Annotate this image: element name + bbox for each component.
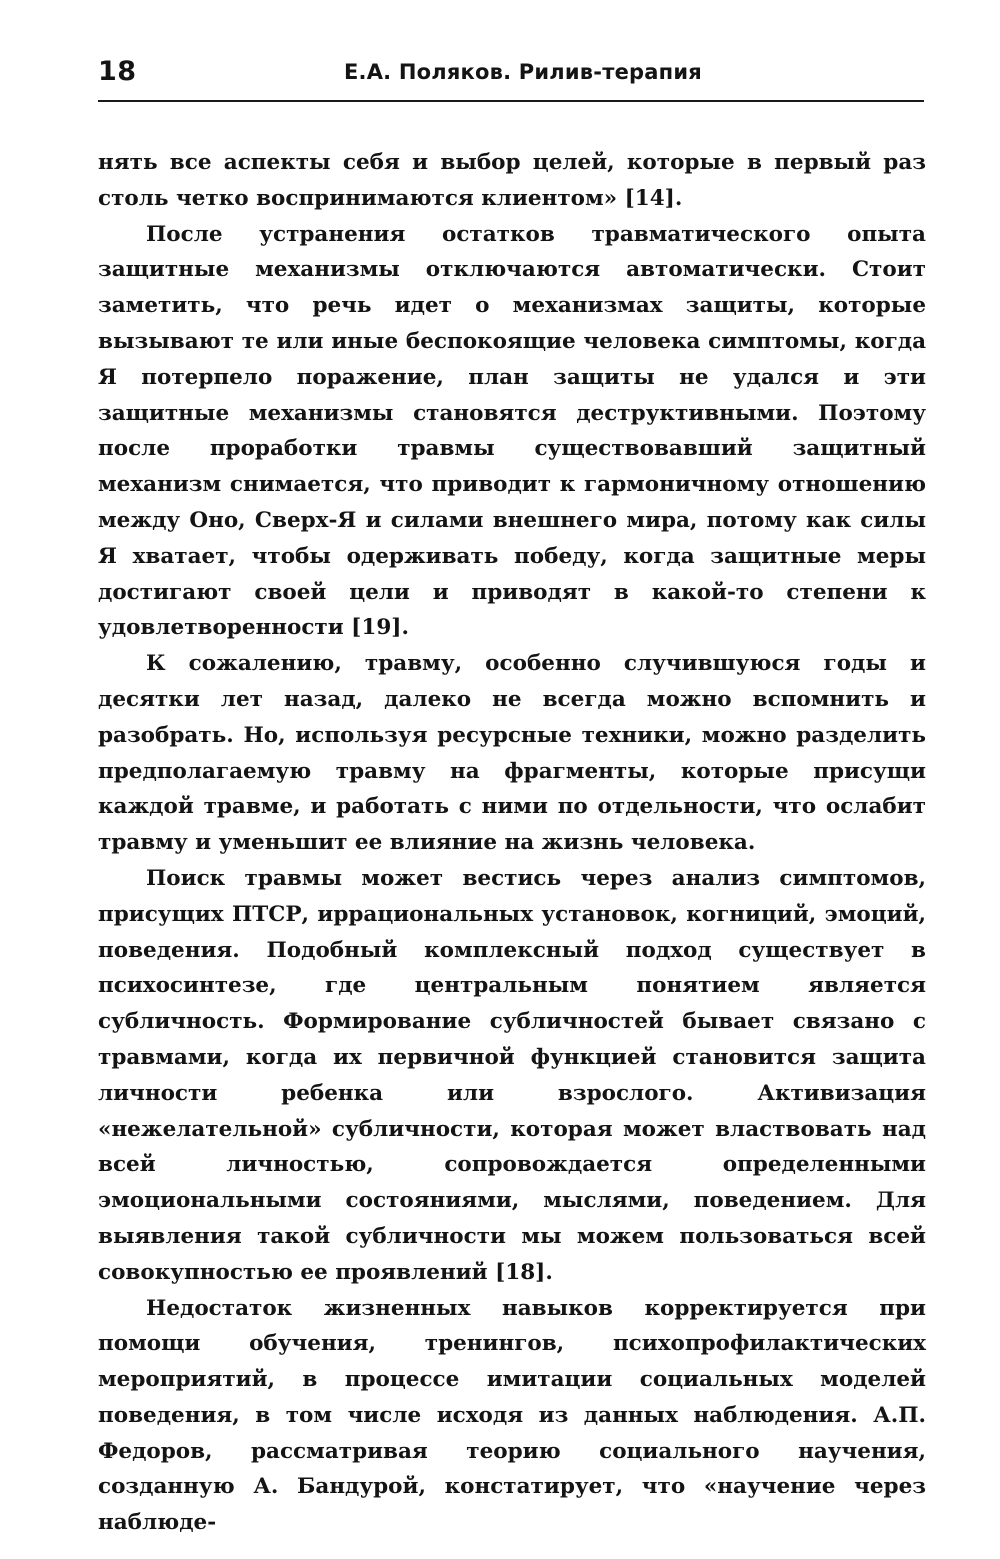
paragraph-continuation: нять все аспекты себя и выбор целей, которые в первый раз столь четко воспринимаются клиентом» [14]. <box>98 150 926 211</box>
paragraph-subpersonality: Поиск травмы может вестись через анализ симптомов, присущих ПТСР, иррациональных установок, когниций, эмоций, поведения. Подобный комплексный подход существует в психосинтезе, где центральным понятием является субличность. Формирование субличностей бывает связано с травмами, когда их первичной функцией становится защита личности ребенка или взрослого. Активизация «нежелательной» субличности, которая может властвовать над всей личностью, сопровождается определенными эмоциональными состояниями, мыслями, поведением. Для выявления такой субличности мы можем пользоваться всей совокупностью ее проявлений [18]. <box>98 865 926 1285</box>
paragraph-life-skills: Недостаток жизненных навыков корректируется при помощи обучения, тренингов, психопрофилактических мероприятий, в процессе имитации социальных моделей поведения, в том числе исходя из данных наблюдения. А.П. Федоров, рассматривая теорию социального научения, созданную А. Бандурой, констатирует, что «научение через наблюде- <box>98 1295 926 1536</box>
running-title: Е.А. Поляков. Рилив-терапия <box>344 60 702 84</box>
paragraph-trauma-fragments: К сожалению, травму, особенно случившуюся годы и десятки лет назад, далеко не всегда можно вспомнить и разобрать. Но, используя ресурсные техники, можно разделить предполагаемую травму на фрагменты, которые присущи каждой травме, и работать с ними по отдельности, что ослабит травму и уменьшит ее влияние на жизнь человека. <box>98 651 926 856</box>
page-number: 18 <box>98 56 137 87</box>
running-head <box>98 52 924 102</box>
paragraph-defense-mechanisms: После устранения остатков травматического опыта защитные механизмы отключаются автоматически. Стоит заметить, что речь идет о механизмах защиты, которые вызывают те или иные беспокоящие человека симптомы, когда Я потерпело поражение, план защиты не удался и эти защитные механизмы становятся деструктивными. Поэтому после проработки травмы существовавший защитный механизм снимается, что приводит к гармоничному отношению между Оно, Сверх-Я и силами внешнего мира, потому как силы Я хватает, чтобы одерживать победу, когда защитные меры достигают своей цели и приводят в какой-то степени к удовлетворенности [19]. <box>98 221 926 641</box>
body-text <box>98 145 926 1541</box>
